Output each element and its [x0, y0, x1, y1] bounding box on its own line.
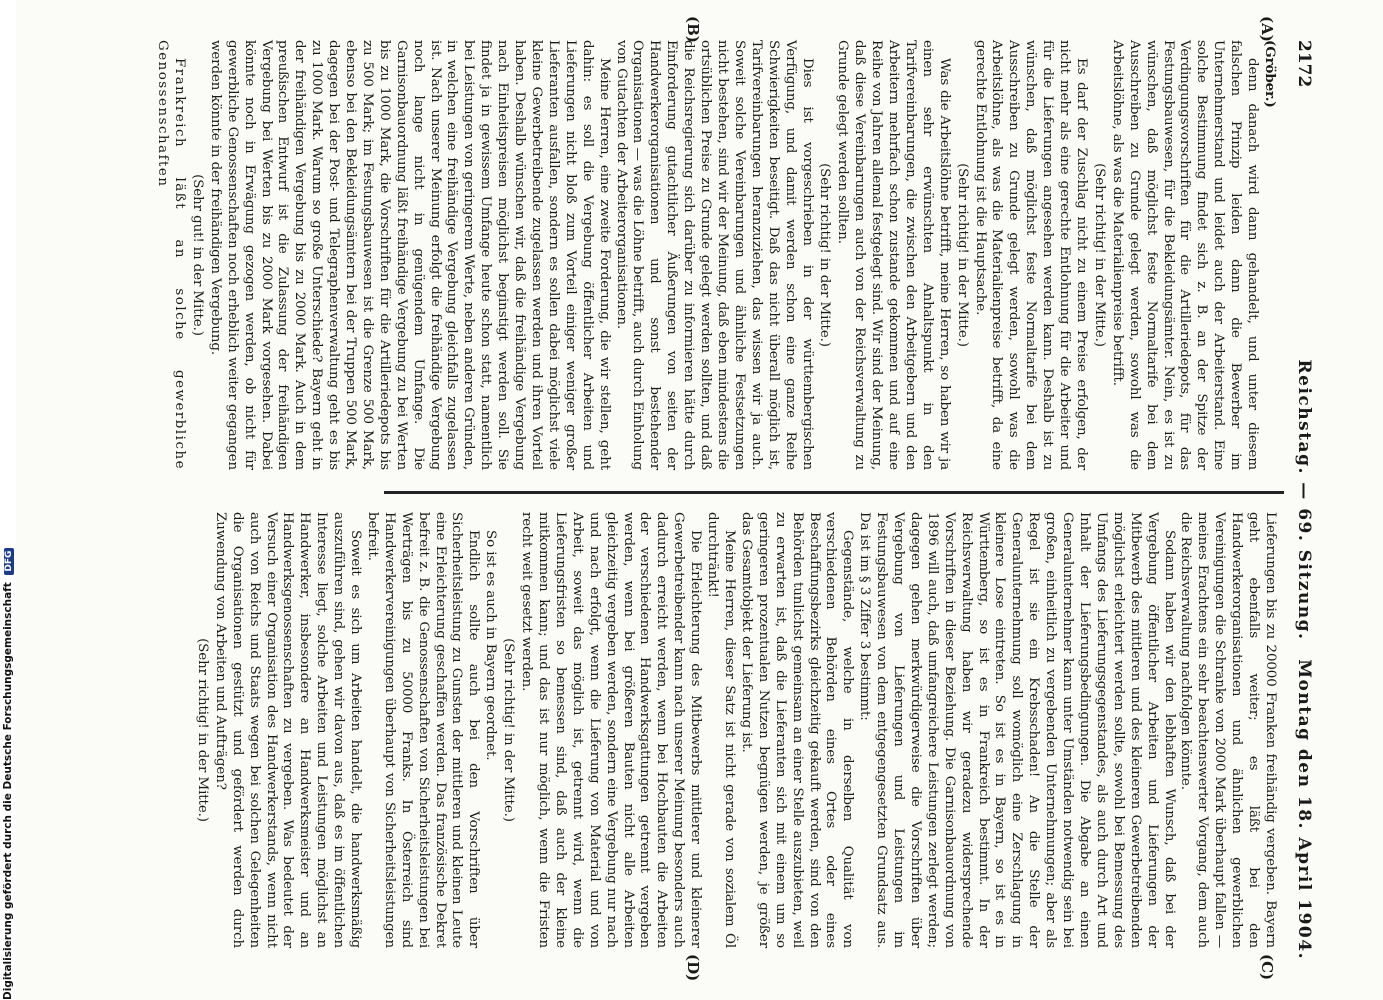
paragraph: Frankreich läßt an solche gewerbliche Genossenschaften — [155, 40, 187, 470]
column-divider — [384, 491, 1284, 494]
header-title: Reichstag. — 69. Sitzung. — [1294, 359, 1314, 641]
left-column — [153, 40, 1278, 470]
digitization-credit — [2, 40, 16, 1000]
paragraph: Die Erleichterung des Mitbewerbs mittlerer und kleinerer Gewerbetreibender kann nach unserer Meinung besonders auch dadurch erreicht werden, wenn bei Hochbauten die Arbeiten der verschiedenen Handwerksgattungen getrennt vergeben werden, wenn bei größeren Bauten nicht alle Arbeiten gleichzeitig vergeben werden, sondern eine Vergebung nur nach und nach erfolgt, wenn die Lieferung von Material und von Arbeit, soweit das möglich ist, getrennt wird, wenn die Lieferungsfristen so bemessen sind, daß auch der kleine mitkommen kann; und das ist nur möglich, wenn die Fristen recht weit gesetzt werden. — [519, 512, 704, 948]
paragraph: Was die Arbeitslöhne betrifft, meine Herren, so haben wir ja einen sehr erwünschten Anhaltspunkt in den Tarifvereinbarungen, die zwischen den Arbeitgebern und den Arbeitern mehrfach schon zustande gekommen und auf eine Reihe von Jahren allemal festgelegt sind. Wir sind der Meinung, daß diese Vereinbarungen auch von der Reichsverwaltung zu Grunde gelegt werden sollten. — [835, 40, 952, 470]
paragraph: Sodann haben wir den lebhaften Wunsch, daß bei der Vergebung öffentlicher Arbeiten und Lieferungen der Mitbewerb des mittleren und des kleineren Gewerbetreibenden möglichst erleichtert werden sollte, sowohl bei Bemessung des Umfangs des Lieferungsgegenstandes, als auch durch Art und Inhalt der Lieferungsbedingungen. Die Abgabe an einen Generalunternehmer kann unter Umständen notwendig sein bei großen, einheitlich zu vergebenden Unternehmungen; aber als Regel ist sie ein Krebsschaden! An die Stelle der Generalunternehmung soll womöglich eine Zerschlagung in kleinere Lose eintreten. So ist es in Bayern, so ist es in Württemberg, so ist es in Frankreich bestimmt. In der Reichsverwaltung haben wir geradezu widersprechende Vorschriften in dieser Beziehung. Die Garnisonbauordnung von 1896 will auch, daß umfangreichere Leistungen zerlegt werden; dagegen gehen merkwürdigerweise die Vorschriften über Vergebung von Lieferungen und Leistungen im Festungsbauwesen von dem entgegengesetzten Grundsatz aus. Da ist im § 3 Ziffer 3 bestimmt: — [857, 512, 1177, 948]
paragraph: Soweit es sich um Arbeiten handelt, die handwerksmäßig auszuführen sind, gehen wir davon aus, daß es im öffentlichen Interesse liegt, solche Arbeiten und Leistungen möglichst an Handwerker, insbesondere an Handwerksmeister und an Handwerksgenossenschaften zu vergeben. Was bedeutet der Versuch einer Organisation des Handwerkerstands, wenn nicht auch von Reichs und Staats wegen bei solchen Gelegenheiten die Organisationen gestützt und gefördert werden durch Zuwendung von Arbeiten und Aufträgen? — [212, 512, 364, 948]
running-header — [1288, 40, 1314, 960]
speaker-name: (Gröber.) — [1262, 40, 1278, 108]
interjection: (Sehr richtig! in der Mitte.) — [1091, 163, 1107, 347]
interjection: (Sehr gut! in der Mitte.) — [189, 174, 205, 336]
paragraph: Es darf der Zuschlag nicht zu einem Preise erfolgen, der nicht mehr als eine gerechte Entlohnung für die Arbeiter und für die Lieferungen angesehen werden kann. Deshalb ist zu wünschen, daß möglichst feste Normaltarife bei dem Ausschreiben zu Grunde gelegt werden, sowohl was die Arbeitslöhne, als was die Materialienpreise betrifft, da eine gerechte Entlohnung ist die Hauptsache. — [972, 40, 1090, 470]
page-number: 2172 — [1294, 40, 1314, 88]
paragraph: Lieferungen bis zu 20000 Franken freihändig vergeben. Bayern geht ebenfalls weiter; es läßt bei den Handwerkerorganisationen und ähnlichen gewerblichen Vereinigungen die Schranke von 2000 Mark überhaupt fallen — meines Erachtens ein sehr beachtenswerter Vorgang, dem auch die Reichsverwaltung nachfolgen könnte. — [1178, 512, 1278, 948]
paragraph: Dies ist vorgeschrieben in der württembergischen Verfügung, und damit werden schon eine ganze Reihe Schwierigkeiten beseitigt. Daß das nicht überall möglich ist, Tarifvereinbarungen heranzuziehen, das wissen wir ja auch. Soweit solche Vereinbarungen und ähnliche Festsetzungen nicht bestehen, sind wir der Meinung, daß eben mindestens die ortsüblichen Preise zu Grunde gelegt werden sollten, und daß die Reichsregierung sich darüber zu informieren hätte durch Einforderung gutachtlicher Äußerungen von seiten der Handwerkerorganisationen und sonst bestehender Organisationen — was die Löhne betrifft, auch durch Einholung von Gutachten der Arbeiterorganisationen. — [613, 40, 815, 470]
paragraph: Meine Herren, dieser Satz ist nicht gerade von sozialem Öl durchtränkt! — [705, 512, 737, 948]
margin-letter-b: (B) — [684, 16, 702, 43]
paragraph: Endlich sollte auch bei den Vorschriften über Sicherheitsleistung zu Gunsten der mittleren und kleinen Leute eine Erleichterung geschaffen werden. Das französische Dekret befreit z. B. die Genossenschaften von Sicherheitsleistungen bei Werträgen bis zu 50000 Franks. In Österreich sind Handwerkervereinigungen überhaupt von Sicherheitsleistungen befreit. — [364, 512, 482, 948]
margin-letter-c: (C) — [1258, 954, 1276, 981]
paragraph: denn danach wird dann gehandelt, und unter diesem falschen Prinzip leiden dann die Bewerber im Unternehmerstand und leidet auch der Arbeiterstand. Eine solche Bestimmung findet sich z. B. an der Spitze der Verdingungsvorschriften für die Artilleriedepots, für das Festungsbauwesen, für die Bekleidungsämter. Nein, es ist zu wünschen, daß möglichst feste Normaltarife bei dem Ausschreiben zu Grunde gelegt werden, sowohl was die Arbeitslöhne, als was die Materialienpreise betrifft. — [1109, 40, 1261, 470]
margin-letter-a: (A) — [1258, 16, 1276, 42]
credit-text: Digitalisierung gefördert durch die Deutsche Forschungsgemeinschaft — [2, 582, 14, 1000]
quoted-paragraph: Gegenstände, welche in derselben Qualität von verschiedenen Behörden eines Ortes oder eines Beschaffungsbezirks gleichzeitig gekauft werden, sind von den Behörden tunlichst gemeinsam an einer Stelle auszubieten, weil zu erwarten ist, daß die Lieferanten sich mit einem um so geringeren prozentualen Nutzen begnügen werden, je größer das Gesamtobjekt der Lieferung ist. — [738, 512, 856, 948]
header-date: Montag den 18. April 1904. — [1294, 659, 1314, 960]
interjection: (Sehr richtig! in der Mitte.) — [194, 638, 210, 822]
dfg-logo: DFG — [4, 548, 14, 575]
paragraph: Meine Herren, eine zweite Forderung, die wir stellen, geht dahin: es soll die Vergebung öffentlicher Arbeiten und Lieferungen nicht bloß zum Vorteil einiger weniger großer Lieferanten ausfallen, sondern es sollen dabei möglichst viele kleine Gewerbetreibende zugelassen werden und ihren Vorteil haben. Deshalb wünschen wir, daß die freihändige Vergebung nach Einheitspreisen möglichst beginstigt werden soll. Sie findet ja in gewissem Umfange heute schon statt, namentlich bei Leistungen von geringerem Werte, neben anderen Gründen, in welchen eine freihändige Vergebung gleichfalls zugelassen ist. Nach unserer Meinung erfolgt die freihändige Vergebung noch lange nicht in genügendem Umfange. Die Garnisonbauordnung läßt freihändige Vergebung zu bei Werten bis zu 1000 Mark, die Vorschriften für die Artilleriedepots bis zu 500 Mark; im Festungsbauwesen ist die Grenze 500 Mark, ebenso bei den Bekleidungsämtern bei der Truppen 500 Mark, dagegen bei der Post- und Telegraphenverwaltung geht es bis zu 1000 Mark. Warum so große Unterschiede? Bayern geht in der freihändigen Vergebung bis zu 2000 Mark. Auch in dem preußischen Entwurf ist die Zulassung der freihändigen Vergebung bei Werten bis zu 2000 Mark vorgesehen. Dabei könnte noch in Erwägung gezogen werden, ob nicht für gewerbliche Genossenschaften noch erheblich weiter gegangen werden könnte in der freihändigen Vergebung. — [207, 40, 612, 470]
interjection: (Sehr richtig! in der Mitte.) — [817, 163, 833, 347]
right-column — [192, 512, 1278, 948]
paragraph: So ist es auch in Bayern geordnet. — [483, 530, 499, 761]
margin-letter-d: (D) — [684, 954, 702, 982]
rotated-document-page — [62, 0, 1322, 1000]
interjection: (Sehr richtig! in der Mitte.) — [501, 638, 517, 822]
interjection: (Sehr richtig! in der Mitte.) — [954, 163, 970, 347]
